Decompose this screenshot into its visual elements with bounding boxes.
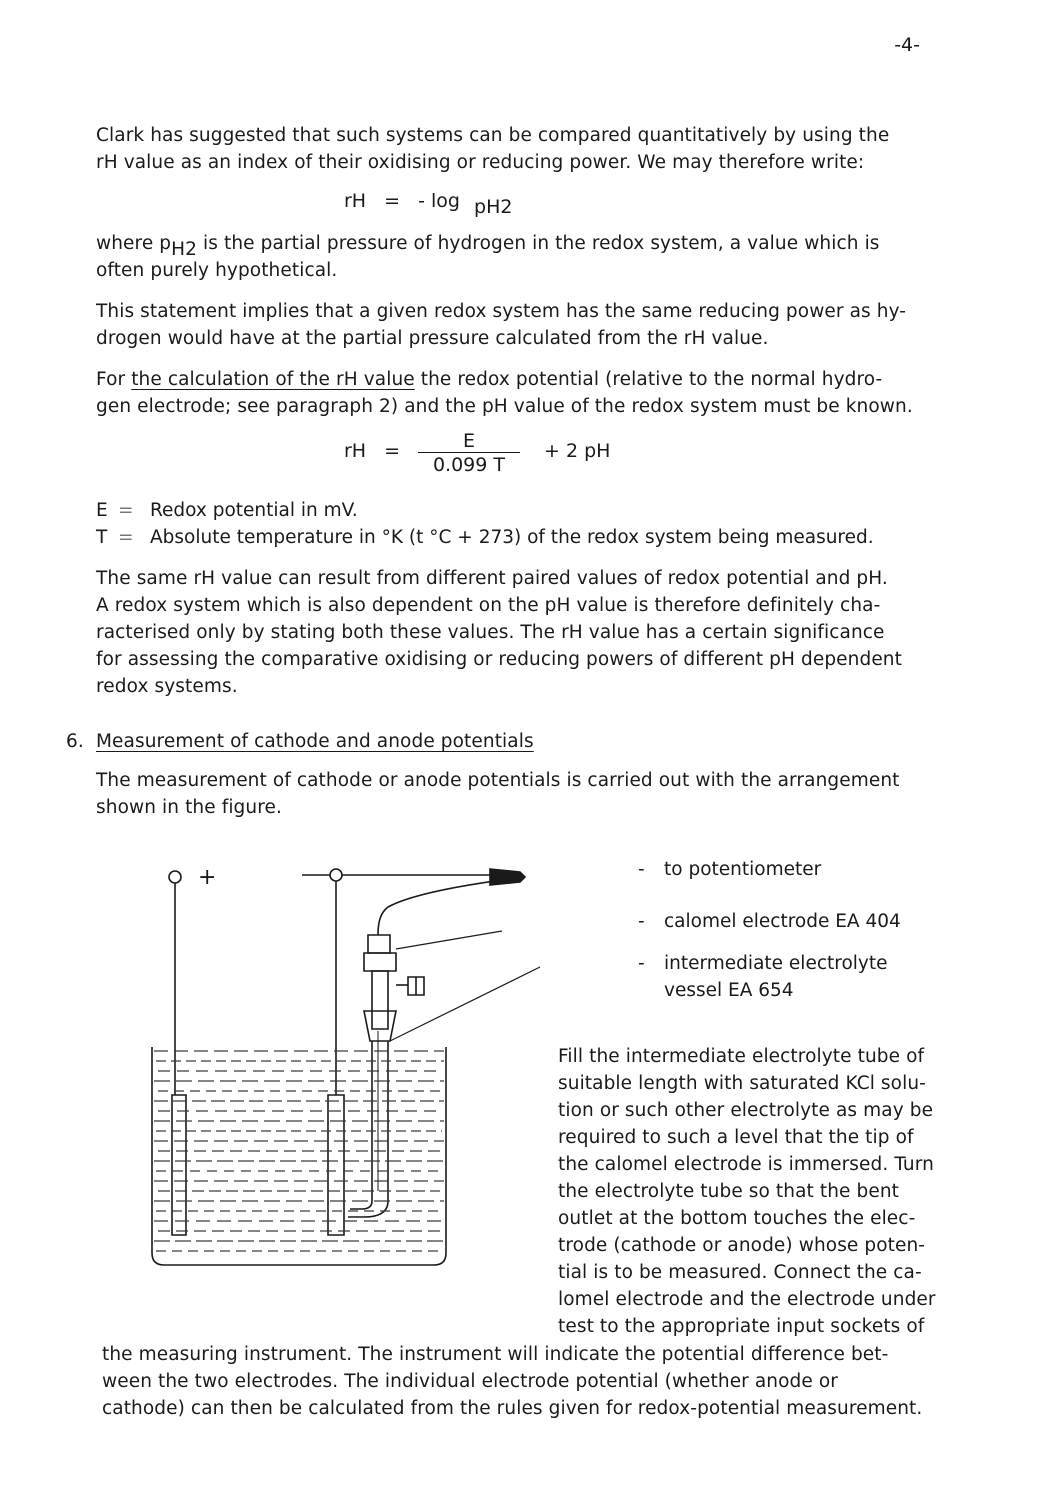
label-potentiometer	[638, 856, 821, 883]
formula2-numerator: E	[462, 430, 475, 452]
label-potentiometer-text: to potentiometer	[664, 859, 822, 880]
section-6-line-1: The measurement of cathode or anode potentials is carried out with the arrangement	[96, 770, 900, 791]
fill-line-3: tion or such other electrolyte as may be	[558, 1100, 934, 1121]
fill-full-line-2: ween the two electrodes. The individual electrode potential (whether anode or	[102, 1371, 838, 1392]
where-line-2: often purely hypothetical.	[96, 260, 338, 281]
calc-line-1	[96, 366, 913, 393]
calculation-paragraph	[96, 366, 913, 420]
formula2-lhs: rH	[344, 440, 367, 462]
fill-instructions-side	[558, 1043, 936, 1340]
def-e-eq: =	[118, 500, 134, 521]
calc-text-b: the redox potential (relative to the normal hydro-	[414, 369, 883, 390]
definition-t	[96, 524, 874, 551]
section-6-paragraph	[96, 767, 900, 821]
label-dash: -	[638, 953, 645, 974]
intro-paragraph	[96, 122, 889, 176]
formula-rh-log	[344, 190, 513, 218]
fill-line-5: the calomel electrode is immersed. Turn	[558, 1154, 934, 1175]
calc-line-2: gen electrode; see paragraph 2) and the pH value of the redox system must be known.	[96, 396, 913, 417]
bent-outlet	[350, 1201, 372, 1209]
fill-line-1: Fill the intermediate electrolyte tube of	[558, 1046, 925, 1067]
formula1-lhs: rH	[344, 190, 367, 212]
intro-line-2: rH value as an index of their oxidising or reducing power. We may therefore write:	[96, 152, 865, 173]
where-text-b: is the partial pressure of hydrogen in the redox system, a value which is	[197, 233, 880, 254]
section-6-heading	[66, 728, 534, 755]
fill-line-2: suitable length with saturated KCl solu-	[558, 1073, 926, 1094]
definitions	[96, 497, 874, 551]
fill-full-line-3: cathode) can then be calculated from the rules given for redox-potential measurement.	[102, 1398, 923, 1419]
def-t-eq: =	[118, 527, 134, 548]
label-intermediate-vessel	[638, 950, 888, 1004]
electrode-cap	[368, 935, 390, 953]
section-6-number: 6.	[66, 731, 84, 752]
def-e-text: Redox potential in mV.	[150, 500, 358, 521]
label-calomel-text: calomel electrode EA 404	[664, 911, 901, 932]
formula1-h2: H2	[486, 196, 513, 218]
where-subscript: H2	[171, 239, 198, 260]
pointer-calomel	[396, 931, 502, 949]
left-electrode	[172, 1095, 186, 1235]
def-t-text: Absolute temperature in °K (t °C + 273) of the redox system being measured.	[150, 527, 874, 548]
statement-line-1: This statement implies that a given redox system has the same reducing power as hy-	[96, 301, 907, 322]
middle-terminal-icon	[330, 869, 342, 881]
label-dash: -	[638, 911, 645, 932]
def-e-symbol: E	[96, 500, 108, 521]
intro-line-1: Clark has suggested that such systems can be compared quantitatively by using the	[96, 125, 890, 146]
liquid-hatching	[154, 1051, 444, 1251]
electrolyte-funnel	[364, 1011, 396, 1041]
section-6-title: Measurement of cathode and anode potentials	[96, 731, 534, 752]
label-calomel-electrode	[638, 908, 901, 935]
statement-paragraph	[96, 298, 906, 352]
same-rh-line-1: The same rH value can result from different paired values of redox potential and pH.	[96, 568, 888, 589]
where-paragraph	[96, 230, 880, 284]
pointer-vessel	[390, 967, 540, 1041]
electrode-apparatus-diagram	[140, 855, 560, 1275]
fill-line-8: trode (cathode or anode) whose poten-	[558, 1235, 926, 1256]
calc-text-a: For	[96, 369, 132, 390]
fill-line-9: tial is to be measured. Connect the ca-	[558, 1262, 922, 1283]
fill-line-10: lomel electrode and the electrode under	[558, 1289, 936, 1310]
formula1-eq: =	[384, 190, 401, 212]
cable-curve	[378, 877, 525, 935]
formula2-fraction	[414, 430, 524, 477]
page-number: -4-	[894, 34, 920, 56]
label-dash: -	[638, 859, 645, 880]
fill-line-4: required to such a level that the tip of	[558, 1127, 914, 1148]
section-6-line-2: shown in the figure.	[96, 797, 282, 818]
fill-full-line-1: the measuring instrument. The instrument will indicate the potential difference bet-	[102, 1344, 889, 1365]
label-vessel-text-1: intermediate electrolyte	[664, 953, 888, 974]
fill-line-7: outlet at the bottom touches the elec-	[558, 1208, 916, 1229]
electrode-shaft	[372, 971, 388, 1029]
same-rh-line-4: for assessing the comparative oxidising or reducing powers of different pH dependent	[96, 649, 902, 670]
middle-electrode	[328, 1095, 344, 1235]
electrode-head	[364, 953, 396, 971]
fill-line-11: test to the appropriate input sockets of	[558, 1316, 925, 1337]
beaker	[152, 1047, 446, 1265]
where-text-a: where p	[96, 233, 172, 254]
definition-e	[96, 497, 874, 524]
fill-line-6: the electrolyte tube so that the bent	[558, 1181, 900, 1202]
calc-underlined: the calculation of the rH value	[131, 369, 415, 390]
formula2-eq: =	[384, 440, 401, 462]
formula1-p: p	[474, 196, 487, 218]
plus-sign: +	[198, 865, 217, 890]
left-terminal-icon	[169, 871, 181, 883]
formula2-rhs: + 2 pH	[544, 440, 611, 462]
same-rh-paragraph	[96, 565, 902, 700]
label-vessel-text-2: vessel EA 654	[664, 980, 794, 1001]
def-t-symbol: T	[96, 527, 108, 548]
same-rh-line-5: redox systems.	[96, 676, 238, 697]
fill-instructions-full	[102, 1341, 922, 1422]
formula1-log: - log	[418, 190, 460, 212]
formula2-denominator: 0.099 T	[432, 454, 506, 476]
same-rh-line-2: A redox system which is also dependent on the pH value is therefore definitely cha-	[96, 595, 881, 616]
statement-line-2: drogen would have at the partial pressure calculated from the rH value.	[96, 328, 769, 349]
same-rh-line-3: racterised only by stating both these values. The rH value has a certain significance	[96, 622, 885, 643]
formula-rh-fraction-lhs	[344, 440, 400, 462]
where-line-1	[96, 230, 880, 260]
